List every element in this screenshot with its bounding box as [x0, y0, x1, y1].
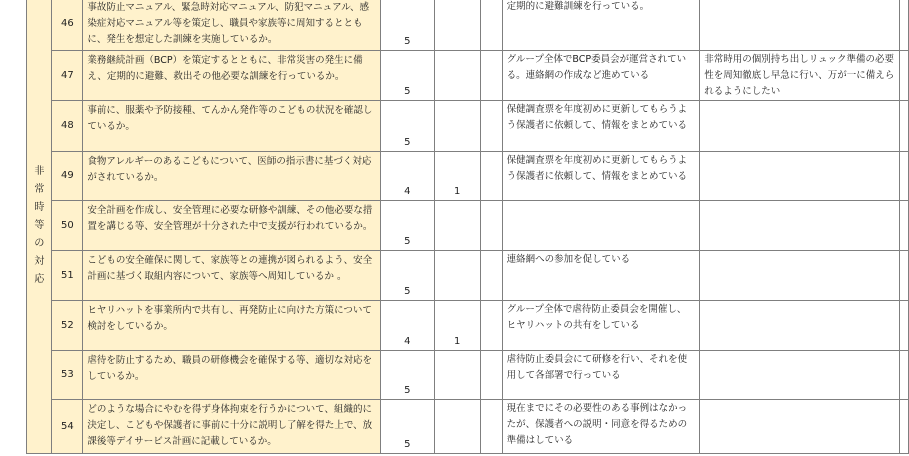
- table-row: [0, 101, 909, 152]
- row-number: 47: [52, 51, 83, 101]
- unknown-count: [480, 400, 502, 454]
- initiative-text: 定期的に避難訓練を行っている。: [502, 0, 700, 51]
- yes-count: 5: [380, 51, 434, 101]
- improvement-text: [700, 0, 900, 51]
- yes-count: 5: [380, 0, 434, 51]
- unknown-count: [480, 201, 502, 251]
- row-number: 50: [52, 201, 83, 251]
- initiative-text: 連絡網への参加を促している: [502, 251, 700, 301]
- no-count: [434, 51, 480, 101]
- row-number: 51: [52, 251, 83, 301]
- table-row: [0, 301, 909, 351]
- yes-count: 5: [380, 201, 434, 251]
- unknown-count: [480, 0, 502, 51]
- improvement-text: [700, 351, 900, 400]
- row-number: 46: [52, 0, 83, 51]
- yes-count: 4: [380, 301, 434, 351]
- improvement-text: [700, 152, 900, 201]
- edge-cell: [899, 0, 908, 51]
- table-row: [0, 152, 909, 201]
- unknown-count: [480, 251, 502, 301]
- edge-cell: [899, 51, 908, 101]
- yes-count: 5: [380, 351, 434, 400]
- no-count: [434, 400, 480, 454]
- edge-cell: [899, 201, 908, 251]
- row-number: 53: [52, 351, 83, 400]
- initiative-text: グループ全体でBCP委員会が運営されている。連絡網の作成など進めている: [502, 51, 700, 101]
- improvement-text: [700, 201, 900, 251]
- no-count: [434, 201, 480, 251]
- table-row: [0, 351, 909, 400]
- initiative-text: [502, 201, 700, 251]
- edge-cell: [899, 351, 908, 400]
- check-item-text: 業務継続計画（BCP）を策定するとともに、非常災害の発生に備え、定期的に避難、救出その他必要な訓練を行っているか。: [83, 51, 381, 101]
- initiative-text: 保健調査票を年度初めに更新してもらうよう保護者に依頼して、情報をまとめている: [502, 152, 700, 201]
- improvement-text: [700, 251, 900, 301]
- initiative-text: グループ全体で虐待防止委員会を開催し、ヒヤリハットの共有をしている: [502, 301, 700, 351]
- check-item-text: どのような場合にやむを得ず身体拘束を行うかについて、組織的に決定し、こどもや保護者に事前に十分に説明し了解を得た上で、放課後等デイサービス計画に記載しているか。: [83, 400, 381, 454]
- no-count: [434, 0, 480, 51]
- row-number: 52: [52, 301, 83, 351]
- no-count: 1: [434, 301, 480, 351]
- check-item-text: 安全計画を作成し、安全管理に必要な研修や訓練、その他必要な措置を講じる等、安全管理が十分された中で支援が行われているか。: [83, 201, 381, 251]
- section-label: 非常時等の対応: [34, 165, 45, 285]
- initiative-text: 現在までにその必要性のある事例はなかったが、保護者への説明・同意を得るための準備はしている: [502, 400, 700, 454]
- yes-count: 5: [380, 400, 434, 454]
- check-item-text: ヒヤリハットを事業所内で共有し、再発防止に向けた方策について検討をしているか。: [83, 301, 381, 351]
- edge-cell: [899, 101, 908, 152]
- improvement-text: [700, 400, 900, 454]
- unknown-count: [480, 152, 502, 201]
- unknown-count: [480, 351, 502, 400]
- row-number: 48: [52, 101, 83, 152]
- table-row: [0, 0, 909, 51]
- initiative-text: 虐待防止委員会にて研修を行い、それを使用して各部署で行っている: [502, 351, 700, 400]
- unknown-count: [480, 51, 502, 101]
- no-count: [434, 251, 480, 301]
- improvement-text: [700, 301, 900, 351]
- table-row: [0, 251, 909, 301]
- no-count: [434, 101, 480, 152]
- edge-cell: [899, 400, 908, 454]
- table-row: [0, 201, 909, 251]
- left-margin: [0, 0, 27, 454]
- table-row: [0, 51, 909, 101]
- edge-cell: [899, 152, 908, 201]
- yes-count: 5: [380, 101, 434, 152]
- improvement-text: [700, 101, 900, 152]
- row-number: 49: [52, 152, 83, 201]
- yes-count: 4: [380, 152, 434, 201]
- edge-cell: [899, 251, 908, 301]
- improvement-text: 非常時用の個別持ち出しリュック準備の必要性を周知徹底し早急に行い、万が一に備えられるようにしたい: [700, 51, 900, 101]
- check-item-text: 事故防止マニュアル、緊急時対応マニュアル、防犯マニュアル、感染症対応マニュアル等を策定し、職員や家族等に周知するとともに、発生を想定した訓練を実施しているか。: [83, 0, 381, 51]
- check-item-text: 食物アレルギーのあるこどもについて、医師の指示書に基づく対応がされているか。: [83, 152, 381, 201]
- edge-cell: [899, 301, 908, 351]
- section-label-cell: [27, 0, 52, 454]
- unknown-count: [480, 301, 502, 351]
- row-number: 54: [52, 400, 83, 454]
- check-item-text: こどもの安全確保に関して、家族等との連携が図られるよう、安全計画に基づく取組内容について、家族等へ周知しているか 。: [83, 251, 381, 301]
- yes-count: 5: [380, 251, 434, 301]
- no-count: [434, 351, 480, 400]
- check-item-text: 事前に、服薬や予防接種、てんかん発作等のこどもの状況を確認しているか。: [83, 101, 381, 152]
- initiative-text: 保健調査票を年度初めに更新してもらうよう保護者に依頼して、情報をまとめている: [502, 101, 700, 152]
- table-row: [0, 400, 909, 454]
- check-item-text: 虐待を防止するため、職員の研修機会を確保する等、適切な対応をしているか。: [83, 351, 381, 400]
- no-count: 1: [434, 152, 480, 201]
- unknown-count: [480, 101, 502, 152]
